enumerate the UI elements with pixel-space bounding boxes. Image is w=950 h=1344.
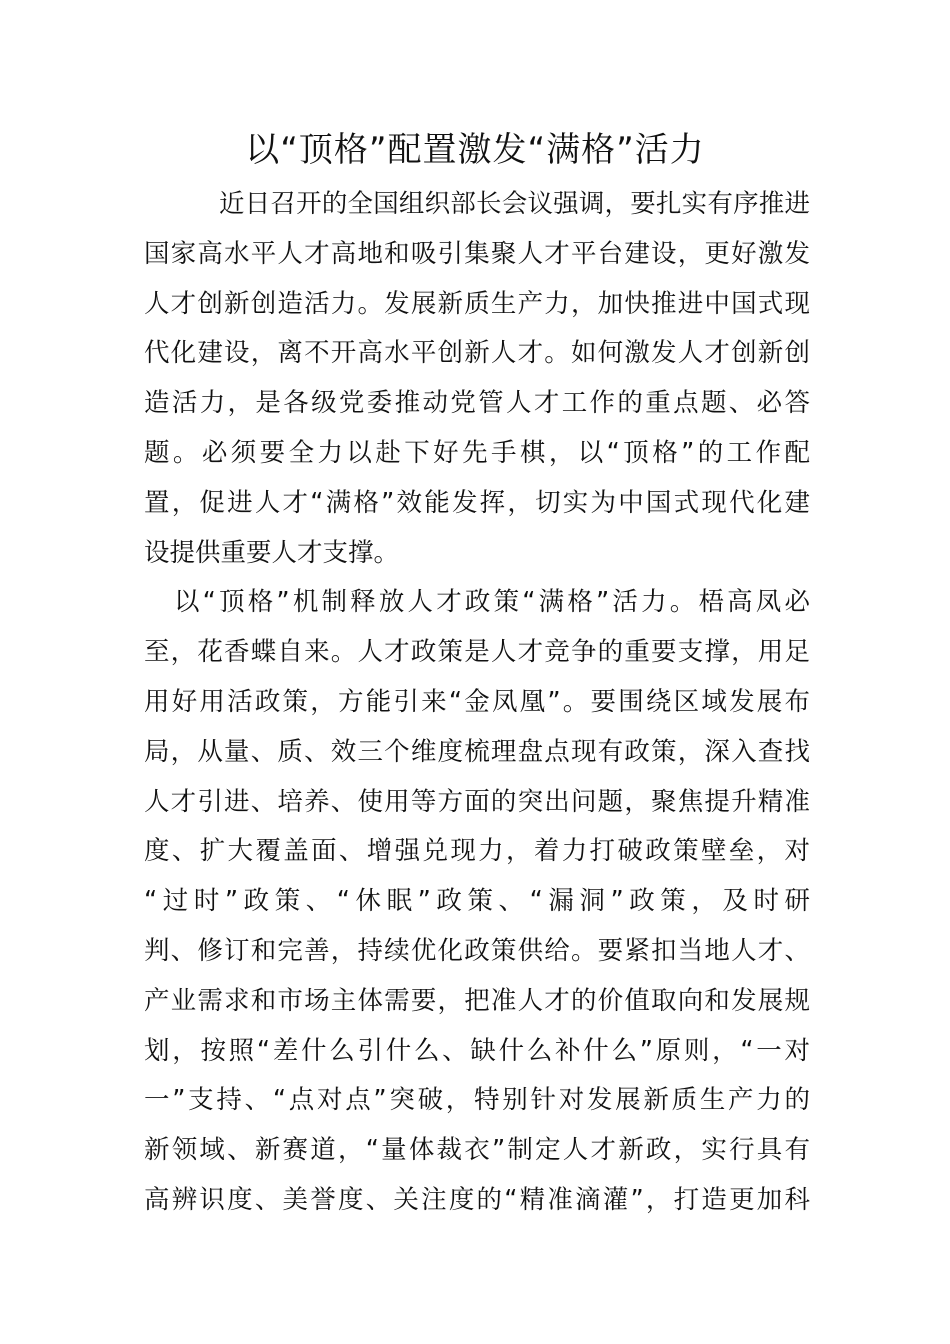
paragraph-2 (144, 578, 810, 1225)
paragraph-line: 一”支持、“点对点”突破，特别针对发展新质生产力的 (144, 1085, 810, 1116)
paragraph-line: 人才引进、培养、使用等方面的突出问题，聚焦提升精准 (144, 786, 810, 817)
paragraph-line: 以“顶格”机制释放人才政策“满格”活力。梧高凤必 (174, 587, 810, 618)
paragraph-line: 题。必须要全力以赴下好先手棋，以“顶格”的工作配 (144, 437, 810, 468)
paragraph-line: “过时”政策、“休眠”政策、“漏洞”政策，及时研 (144, 886, 810, 917)
paragraph-line: 置，促进人才“满格”效能发挥，切实为中国式现代化建 (144, 487, 810, 518)
paragraph-line: 近日召开的全国组织部长会议强调，要扎实有序推进 (219, 189, 810, 219)
paragraph-line: 国家高水平人才高地和吸引集聚人才平台建设，更好激发 (144, 238, 810, 269)
paragraph-line: 造活力，是各级党委推动党管人才工作的重点题、必答 (144, 388, 810, 419)
paragraph-line: 代化建设，离不开高水平创新人才。如何激发人才创新创 (144, 338, 810, 369)
paragraph-line: 判、修订和完善，持续优化政策供给。要紧扣当地人才、 (144, 935, 810, 966)
paragraph-line: 度、扩大覆盖面、增强兑现力，着力打破政策壁垒，对 (144, 836, 810, 867)
document-body (144, 180, 810, 1226)
document-title: 以“顶格”配置激发“满格”活力 (245, 130, 705, 170)
paragraph-line: 局，从量、质、效三个维度梳理盘点现有政策，深入查找 (144, 736, 810, 767)
paragraph-line: 高辨识度、美誉度、关注度的“精准滴灌”，打造更加科 (144, 1184, 810, 1215)
paragraph-1 (144, 180, 810, 578)
paragraph-line: 产业需求和市场主体需要，把准人才的价值取向和发展规 (144, 985, 810, 1016)
paragraph-line: 人才创新创造活力。发展新质生产力，加快推进中国式现 (144, 288, 810, 319)
paragraph-line: 划，按照“差什么引什么、缺什么补什么”原则，“一对 (144, 1035, 810, 1066)
paragraph-line: 至，花香蝶自来。人才政策是人才竞争的重要支撑，用足 (144, 637, 810, 668)
paragraph-line: 新领域、新赛道，“量体裁衣”制定人才新政，实行具有 (144, 1135, 810, 1166)
paragraph-line: 设提供重要人才支撑。 (144, 537, 400, 568)
paragraph-line: 用好用活政策，方能引来“金凤凰”。要围绕区域发展布 (144, 686, 810, 717)
